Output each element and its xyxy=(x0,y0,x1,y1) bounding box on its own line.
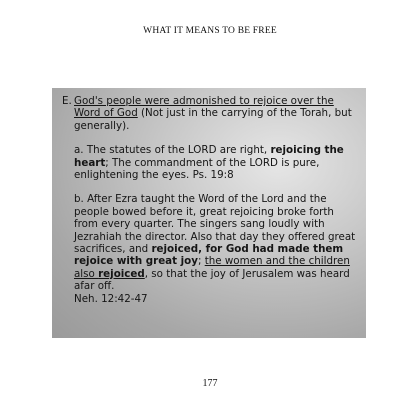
para-b-reference: Neh. 12:42-47 xyxy=(74,292,148,305)
page-number: 177 xyxy=(202,378,218,389)
slide-image xyxy=(52,88,366,338)
para-b-prefix: b. After Ezra taught the Word of the Lord and the people bowed before it, great rejoicing broke forth from every quarter. The singers sang loudly with Jezrahiah the director. Also that day they offered great sacrifices, and xyxy=(74,193,356,256)
para-b-underlined-start: the women and the children also xyxy=(74,255,350,280)
para-a-suffix: ; The commandment of the LORD is pure, enlightening the eyes. Ps. 19:8 xyxy=(74,156,320,182)
heading-underlined: God's people were admonished to rejoice over the Word of God xyxy=(74,95,334,120)
para-a-bold: rejoicing the heart xyxy=(74,144,344,169)
para-b-after: , so that the joy of Jerusalem was heard afar off. xyxy=(74,267,350,293)
para-b-mid: ; xyxy=(197,255,205,268)
heading-letter: E. xyxy=(62,95,72,107)
paragraph-b xyxy=(62,193,360,305)
para-b-bold: rejoiced, for God had made them rejoice with great joy xyxy=(74,243,344,268)
para-b-underlined-bold: rejoiced xyxy=(98,267,145,280)
para-a-prefix: a. The statutes of the LORD are right, xyxy=(74,144,271,157)
heading-rest: (Not just in the carrying of the Torah, but generally). xyxy=(74,107,352,132)
paragraph-a xyxy=(62,144,360,181)
heading-text xyxy=(74,95,360,132)
slide-heading xyxy=(62,95,360,132)
running-head: WHAT IT MEANS TO BE FREE xyxy=(143,26,277,36)
